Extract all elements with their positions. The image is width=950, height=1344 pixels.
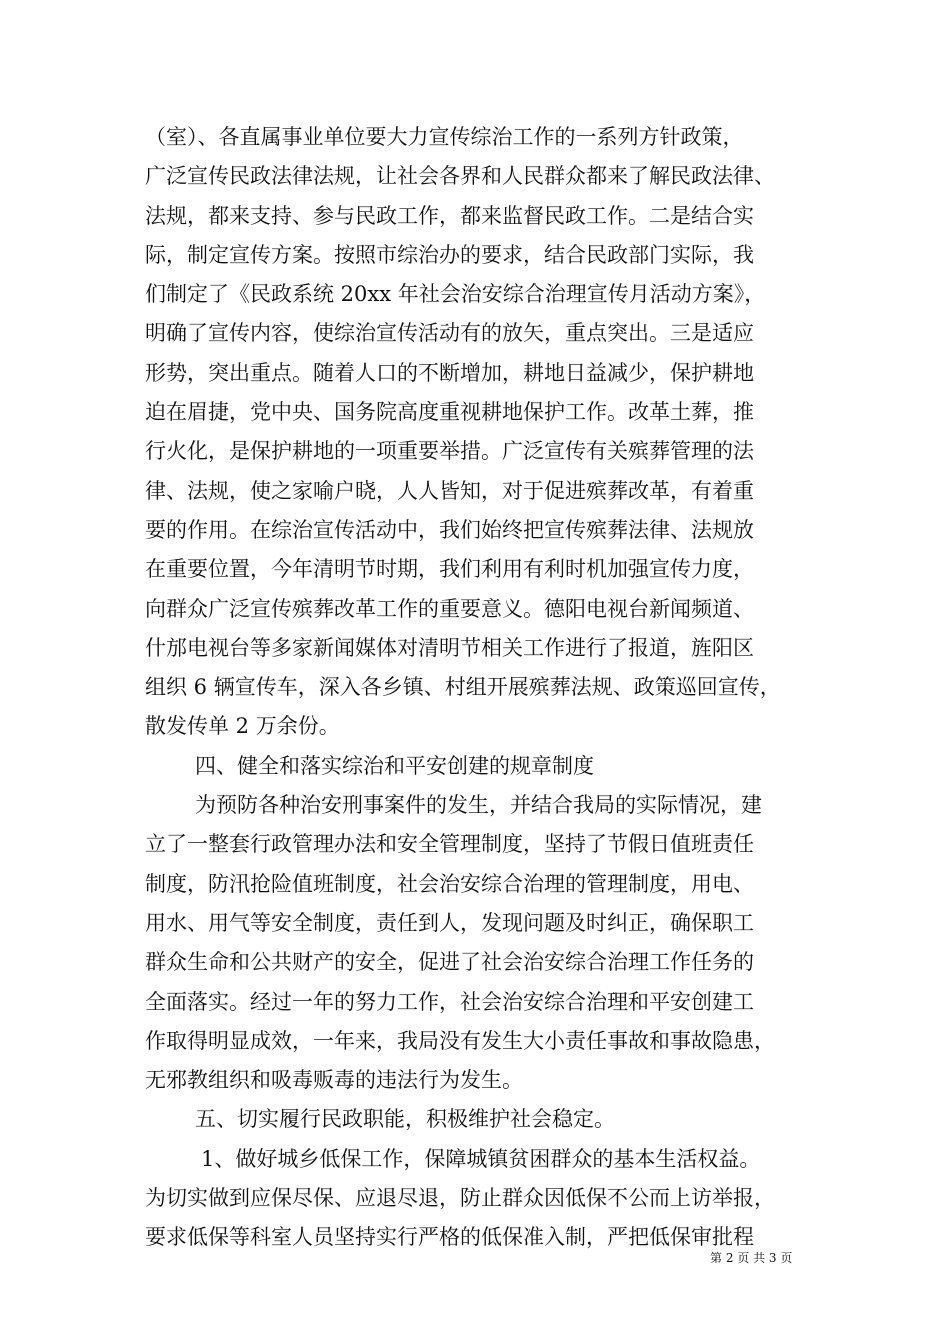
text-line: 行火化，是保护耕地的一项重要举措。广泛宣传有关殡葬管理的法 [145,439,754,464]
page-number-footer: 第 2 页 共 3 页 [710,1251,793,1265]
text-line: 法规，都来支持、参与民政工作，都来监督民政工作。二是结合实 [145,203,754,228]
text-line: 组织 6 辆宣传车，深入各乡镇、村组开展殡葬法规、政策巡回宣传， [145,675,781,700]
text-line: 散发传单 2 万余份。 [145,714,340,739]
paragraph-first-line: 为预防各种治安刑事案件的发生，并结合我局的实际情况，建 [195,793,762,818]
text-line: 要的作用。在综治宣传活动中，我们始终把宣传殡葬法律、法规放 [145,517,754,542]
text-line: 什邡电视台等多家新闻媒体对清明节相关工作进行了报道，旌阳区 [145,635,754,660]
text-line: 在重要位置，今年清明节时期，我们利用有利时机加强宣传力度， [145,557,754,582]
text-line: 广泛宣传民政法律法规，让社会各界和人民群众都来了解民政法律、 [145,164,775,189]
text-line: 们制定了《民政系统 20xx 年社会治安综合治理宣传月活动方案》， [145,282,766,307]
text-line: 际，制定宣传方案。按照市综治办的要求，结合民政部门实际，我 [145,242,754,267]
text-line: 向群众广泛宣传殡葬改革工作的重要意义。德阳电视台新闻频道、 [145,596,754,621]
body-text [145,118,810,1258]
text-line: 律、法规，使之家喻户晓，人人皆知，对于促进殡葬改革，有着重 [145,478,754,503]
section-heading: 四、健全和落实综治和平安创建的规章制度 [195,753,594,778]
text-line: （室）、各直属事业单位要大力宣传综治工作的一系列方针政策， [145,125,744,149]
text-line: 无邪教组织和吸毒贩毒的违法行为发生。 [145,1068,523,1093]
text-line: 明确了宣传内容，使综治宣传活动有的放矢，重点突出。三是适应 [145,321,754,346]
section-heading: 五、切实履行民政职能，积极维护社会稳定。 [195,1107,615,1132]
text-line: 全面落实。经过一年的努力工作，社会治安综合治理和平安创建工 [145,989,754,1014]
text-line: 作取得明显成效，一年来，我局没有发生大小责任事故和事故隐患， [145,1028,775,1053]
text-line: 形势，突出重点。随着人口的不断增加，耕地日益减少，保护耕地 [145,360,754,385]
text-line: 迫在眉捷，党中央、国务院高度重视耕地保护工作。改革土葬，推 [145,400,754,425]
subsection-heading: 1、做好城乡低保工作，保障城镇贫困群众的基本生活权益。 [201,1146,761,1171]
text-line: 制度，防汛抢险值班制度，社会治安综合治理的管理制度，用电、 [145,871,754,896]
text-line: 要求低保等科室人员坚持实行严格的低保准入制，严把低保审批程 [145,1225,754,1250]
text-line: 为切实做到应保尽保、应退尽退，防止群众因低保不公而上访举报， [145,1186,775,1211]
text-line: 立了一整套行政管理办法和安全管理制度，坚持了节假日值班责任 [145,832,754,857]
text-line: 用水、用气等安全制度，责任到人，发现问题及时纠正，确保职工 [145,910,754,935]
text-line: 群众生命和公共财产的安全，促进了社会治安综合治理工作任务的 [145,950,754,975]
